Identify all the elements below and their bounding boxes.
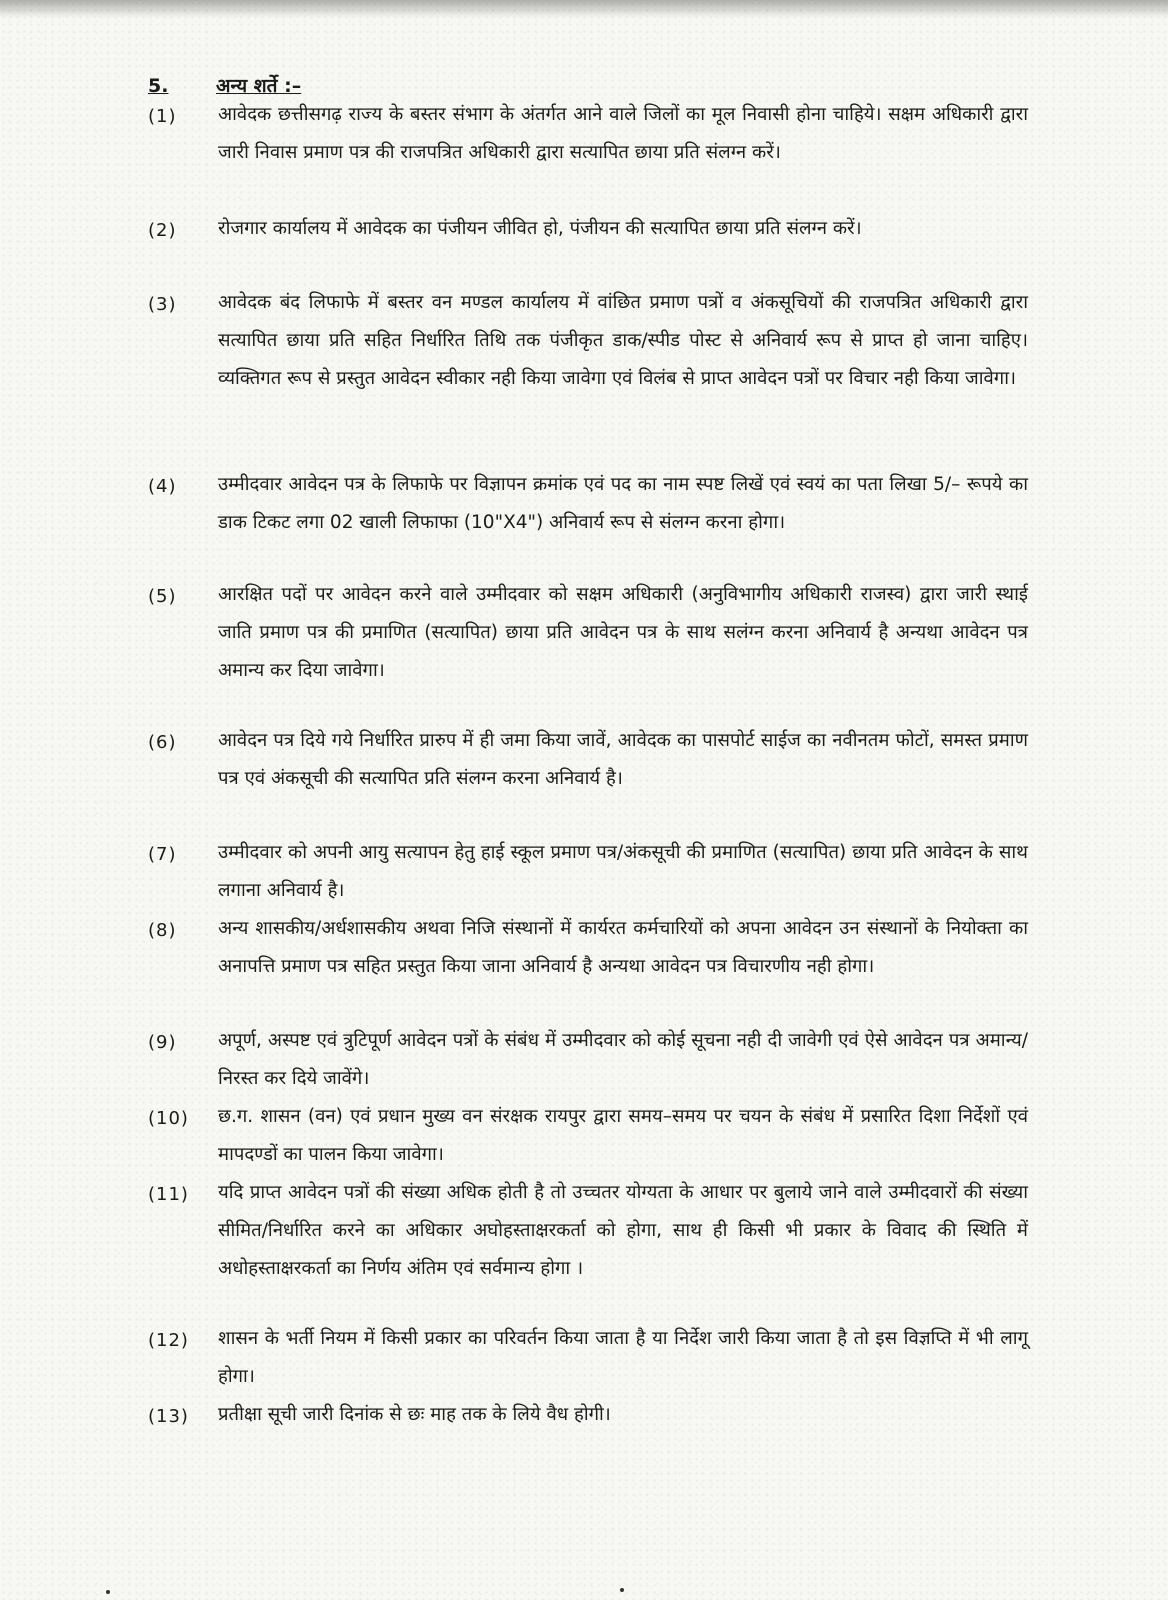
item-text: शासन के भर्ती नियम में किसी प्रकार का परिवर्तन किया जाता है या निर्देश जारी किया जाता है तो इस विज्ञप्ति में भी लागू होगा। [218,1328,1028,1387]
scan-speck [620,1588,624,1592]
section-number: 5. [148,75,169,97]
item-number: (7) [148,844,177,865]
item-text: अपूर्ण, अस्पष्ट एवं त्रुटिपूर्ण आवेदन पत्रों के संबंध में उम्मीदवार को कोई सूचना नही दी जावेगी एवं ऐसे आवेदन पत्र अमान्य/निरस्त कर दिये जावेंगे। [218,1030,1028,1089]
section-heading [148,72,301,98]
item-number: (2) [148,220,177,241]
item-number: (11) [148,1184,189,1205]
item-number: (1) [148,106,177,127]
item-text: प्रतीक्षा सूची जारी दिनांक से छः माह तक के लिये वैध होगी। [218,1404,611,1425]
item-number: (10) [148,1108,189,1129]
item-number: (12) [148,1330,189,1351]
item-number: (5) [148,586,177,607]
scan-edge-shadow [0,0,1168,18]
item-text: यदि प्राप्त आवेदन पत्रों की संख्या अधिक होती है तो उच्चतर योग्यता के आधार पर बुलाये जाने वाले उम्मीदवारों की संख्या सीमित/निर्धारित करने का अधिकार अघोहस्ताक्षरकर्ता को होगा, साथ ही किसी भी प्रकार के विवाद की स्थिति में अधोहस्ताक्षरकर्ता का निर्णय अंतिम एवं सर्वमान्य होगा । [218,1182,1028,1279]
item-number: (9) [148,1032,177,1053]
item-number: (13) [148,1406,189,1427]
item-text: अन्य शासकीय/अर्धशासकीय अथवा निजि संस्थानों में कार्यरत कर्मचारियों को अपना आवेदन उन संस्थानों के नियोक्ता का अनापत्ति प्रमाण पत्र सहित प्रस्तुत किया जाना अनिवार्य है अन्यथा आवेदन पत्र विचारणीय नही होगा। [218,918,1028,977]
item-number: (3) [148,294,177,315]
item-text: छ.ग. शासन (वन) एवं प्रधान मुख्य वन संरक्षक रायपुर द्वारा समय–समय पर चयन के संबंध में प्रसारित दिशा निर्देशों एवं मापदण्डों का पालन किया जावेगा। [218,1106,1028,1165]
item-number: (6) [148,732,177,753]
scan-speck [106,1590,110,1594]
item-text: आवेदक बंद लिफाफे में बस्तर वन मण्डल कार्यालय में वांछित प्रमाण पत्रों व अंकसूचियों की राजपत्रित अधिकारी द्वारा सत्यापित छाया प्रति सहित निर्धारित तिथि तक पंजीकृत डाक/स्पीड पोस्ट से अनिवार्य रूप से प्राप्त हो जाना चाहिए। व्यक्तिगत रूप से प्रस्तुत आवेदन स्वीकार नही किया जावेगा एवं विलंब से प्राप्त आवेदन पत्रों पर विचार नही किया जावेगा। [218,292,1028,389]
item-number: (4) [148,476,177,497]
item-number: (8) [148,920,177,941]
item-text: उम्मीदवार आवेदन पत्र के लिफाफे पर विज्ञापन क्रमांक एवं पद का नाम स्पष्ट लिखें एवं स्वयं का पता लिखा 5/– रूपये का डाक टिकट लगा 02 खाली लिफाफा (10"X4") अनिवार्य रूप से संलग्न करना होगा। [218,474,1028,533]
item-text: रोजगार कार्यालय में आवेदक का पंजीयन जीवित हो, पंजीयन की सत्यापित छाया प्रति संलग्न करें। [218,218,862,239]
section-title: अन्य शर्ते :– [216,75,302,97]
item-text: आवेदन पत्र दिये गये निर्धारित प्रारुप में ही जमा किया जावें, आवेदक का पासपोर्ट साईज का नवीनतम फोटों, समस्त प्रमाण पत्र एवं अंकसूची की सत्यापित प्रति संलग्न करना अनिवार्य है। [218,730,1028,789]
item-text: आवेदक छत्तीसगढ़ राज्य के बस्तर संभाग के अंतर्गत आने वाले जिलों का मूल निवासी होना चाहिये। सक्षम अधिकारी द्वारा जारी निवास प्रमाण पत्र की राजपत्रित अधिकारी द्वारा सत्यापित छाया प्रति संलग्न करें। [218,104,1028,163]
item-text: आरक्षित पदों पर आवेदन करने वाले उम्मीदवार को सक्षम अधिकारी (अनुविभागीय अधिकारी राजस्व) द्वारा जारी स्थाई जाति प्रमाण पत्र की प्रमाणित (सत्यापित) छाया प्रति आवेदन पत्र के साथ सलंग्न करना अनिवार्य है अन्यथा आवेदन पत्र अमान्य कर दिया जावेगा। [218,584,1028,681]
item-text: उम्मीदवार को अपनी आयु सत्यापन हेतु हाई स्कूल प्रमाण पत्र/अंकसूची की प्रमाणित (सत्यापित) छाया प्रति आवेदन के साथ लगाना अनिवार्य है। [218,842,1028,901]
